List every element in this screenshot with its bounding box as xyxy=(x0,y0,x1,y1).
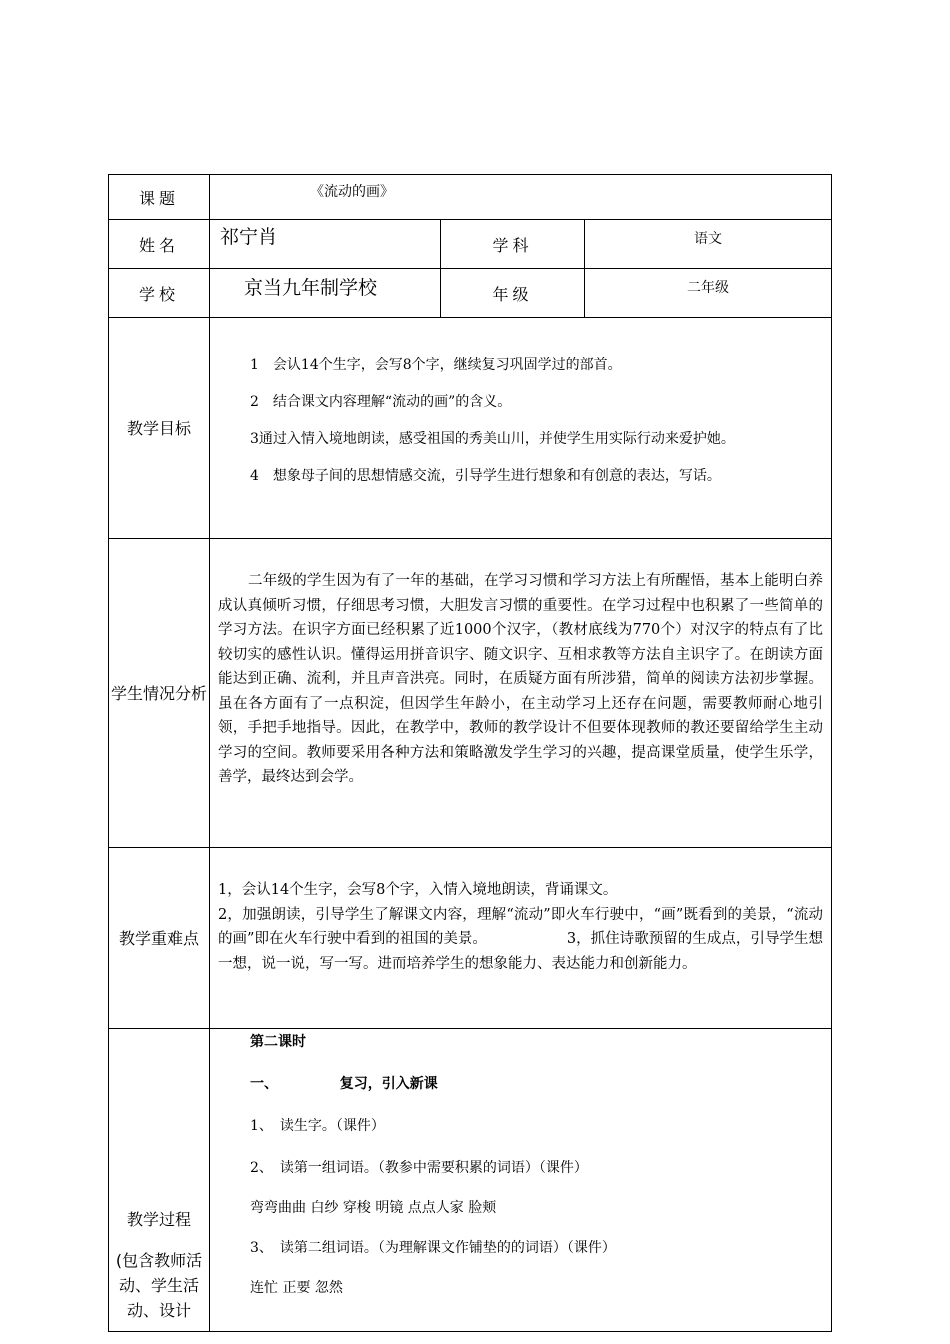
goal-item-3: 3通过入情入境地朗读，感受祖国的秀美山川，并使学生用实际行动来爱护她。 xyxy=(250,431,735,447)
goals-label: 教学目标 xyxy=(109,318,210,539)
key-point-1: 1，会认14个生字，会写8个字，入情入境地朗读，背诵课文。 xyxy=(218,882,618,898)
section-number: 一、 xyxy=(250,1076,278,1092)
analysis-text: 二年级的学生因为有了一年的基础，在学习习惯和学习方法上有所醒悟，基本上能明白养成认真倾听习惯，仔细思考习惯，大胆发言习惯的重要性。在学习过程中也积累了一些简单的学习方法。在识字方面已经积累了近1000个汉字，（教材底线为770个）对汉字的特点有了比较切实的感性认识。懂得运用拼音识字、随文识字、互相求教等方法自主识字了。在朗读方面能达到正确、流利，并且声音洪亮。同时，在质疑方面有所涉猎，简单的阅读方法初步掌握。虽在各方面有了一点积淀，但因学生年龄小，在主动学习上还存在问题，需要教师耐心地引领，手把手地指导。因此，在教学中，教师的教学设计不但要体现教师的教还要留给学生主动学习的空间。教师要采用各种方法和策略激发学生学习的兴趣，提高课堂质量，使学生乐学，善学，最终达到会学。 xyxy=(210,539,832,848)
name-value: 祁宁肖 xyxy=(210,220,441,269)
name-label: 姓名 xyxy=(109,220,210,269)
step-1: 1、 读生字。（课件） xyxy=(250,1118,385,1134)
topic-value: 《流动的画》 xyxy=(210,175,832,220)
topic-label: 课题 xyxy=(109,175,210,220)
analysis-label: 学生情况分析 xyxy=(109,539,210,848)
school-value: 京当九年制学校 xyxy=(210,269,441,318)
subject-label: 学科 xyxy=(441,220,585,269)
key-points-label: 教学重难点 xyxy=(109,848,210,1029)
name-row xyxy=(109,220,832,269)
process-label: 教学过程 xyxy=(126,1210,191,1229)
goal-item-1: 1 会认14个生字，会写8个字，继续复习巩固学过的部首。 xyxy=(250,357,622,373)
word-group-2: 连忙 正要 忽然 xyxy=(250,1280,343,1296)
subject-value: 语文 xyxy=(585,220,832,269)
process-content xyxy=(210,1029,832,1332)
process-row xyxy=(109,1029,832,1332)
process-label-cell xyxy=(109,1029,210,1332)
key-points-content xyxy=(210,848,832,1029)
step-3: 3、 读第二组词语。（为理解课文作铺垫的的词语）（课件） xyxy=(250,1240,616,1256)
goals-content xyxy=(210,318,832,539)
word-group-1: 弯弯曲曲 白纱 穿梭 明镜 点点人家 脸颊 xyxy=(250,1200,497,1216)
school-label: 学校 xyxy=(109,269,210,318)
goal-item-4: 4 想象母子间的思想情感交流，引导学生进行想象和有创意的表达，写话。 xyxy=(250,468,721,484)
grade-value: 二年级 xyxy=(585,269,832,318)
key-point-2: 2，加强朗读，引导学生了解课文内容，理解“流动”即火车行驶中，“画”既看到的美景，“流动的画”即在火车行驶中看到的祖国的美景。 3，抓住诗歌预留的生成点，引导学生想一想，说一说，写一写。进而培养学生的想象能力、表达能力和创新能力。 xyxy=(218,906,824,972)
goal-item-2: 2 结合课文内容理解“流动的画”的含义。 xyxy=(250,394,512,410)
lesson-heading: 第二课时 xyxy=(250,1034,306,1050)
key-points-row xyxy=(109,848,832,1029)
analysis-row xyxy=(109,539,832,848)
section-heading xyxy=(250,1073,823,1095)
school-row xyxy=(109,269,832,318)
lesson-plan-table xyxy=(108,174,831,1332)
step-2: 2、 读第一组词语。（教参中需要积累的词语）（课件） xyxy=(250,1160,588,1176)
section-title: 复习，引入新课 xyxy=(339,1076,438,1092)
goals-row xyxy=(109,318,832,539)
grade-label: 年级 xyxy=(441,269,585,318)
process-label-sub: (包含教师活动、学生活动、设计 xyxy=(115,1251,203,1320)
topic-row xyxy=(109,175,832,220)
